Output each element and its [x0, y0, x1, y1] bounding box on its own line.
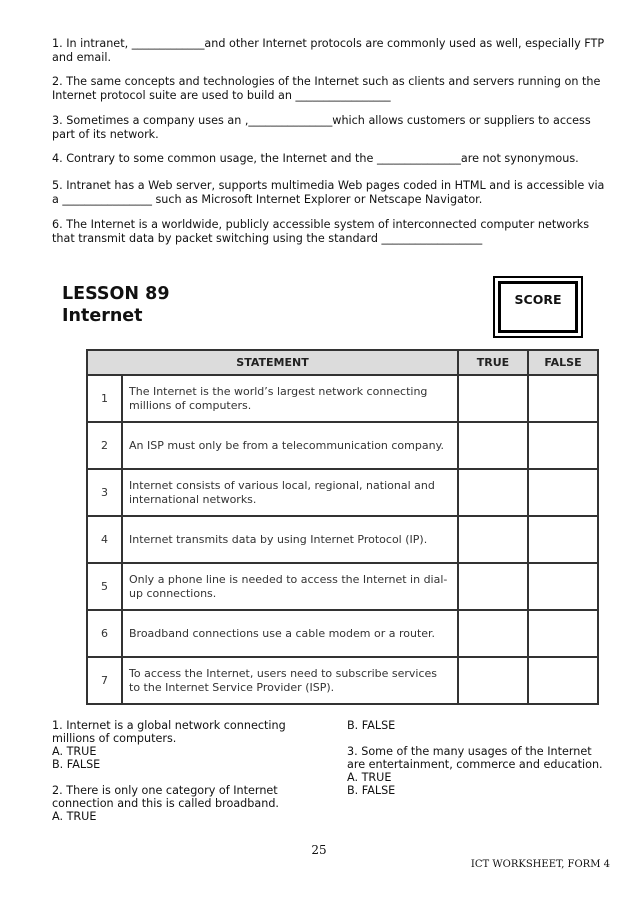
header-false: FALSE	[528, 350, 598, 375]
row-number: 6	[87, 610, 122, 657]
mcq-option: B. FALSE	[347, 719, 396, 732]
statement-text: Broadband connections use a cable modem or a router.	[122, 610, 458, 657]
mcq-option: A. TRUE	[52, 745, 97, 758]
row-number: 3	[87, 469, 122, 516]
true-answer-cell[interactable]	[458, 422, 528, 469]
score-label: SCORE	[498, 281, 578, 333]
row-number: 4	[87, 516, 122, 563]
true-false-table	[86, 349, 599, 705]
table-row	[87, 657, 598, 704]
false-answer-cell[interactable]	[528, 657, 598, 704]
statement-text: An ISP must only be from a telecommunication company.	[122, 422, 458, 469]
mcq-option: A. TRUE	[52, 810, 97, 823]
lesson-topic: Internet	[62, 306, 143, 326]
lesson-number: LESSON 89	[62, 284, 170, 304]
statement-text: To access the Internet, users need to subscribe services to the Internet Service Provider (ISP).	[122, 657, 458, 704]
false-answer-cell[interactable]	[528, 469, 598, 516]
row-number: 7	[87, 657, 122, 704]
fill-in-question-1: 1. In intranet, _____________and other Internet protocols are commonly used as well, especially FTP and email.	[52, 37, 605, 64]
statement-text: The Internet is the world’s largest network connecting millions of computers.	[122, 375, 458, 422]
mcq-line: connection and this is called broadband.	[52, 797, 279, 810]
true-answer-cell[interactable]	[458, 610, 528, 657]
mcq-option: A. TRUE	[347, 771, 392, 784]
fill-in-question-2: 2. The same concepts and technologies of the Internet such as clients and servers running on the Internet protocol suite are used to build an _________________	[52, 75, 601, 102]
fill-in-question-3: 3. Sometimes a company uses an ,_______________which allows customers or suppliers to access part of its network.	[52, 114, 591, 141]
false-answer-cell[interactable]	[528, 375, 598, 422]
true-answer-cell[interactable]	[458, 469, 528, 516]
score-box	[493, 276, 583, 338]
table-header-row	[87, 350, 598, 375]
mcq-option: B. FALSE	[347, 784, 396, 797]
mcq-option: B. FALSE	[52, 758, 101, 771]
table-row	[87, 516, 598, 563]
false-answer-cell[interactable]	[528, 563, 598, 610]
table-row	[87, 422, 598, 469]
row-number: 2	[87, 422, 122, 469]
mcq-line: 3. Some of the many usages of the Internet	[347, 745, 592, 758]
statement-text: Only a phone line is needed to access the Internet in dial-up connections.	[122, 563, 458, 610]
mcq-left-column	[52, 719, 322, 823]
footer-text: ICT WORKSHEET, FORM 4	[470, 859, 610, 870]
table-row	[87, 375, 598, 422]
mcq-line: 1. Internet is a global network connecting	[52, 719, 286, 732]
false-answer-cell[interactable]	[528, 516, 598, 563]
mcq-spacer	[52, 771, 322, 784]
page-number: 25	[311, 843, 327, 857]
fill-in-question-5: 5. Intranet has a Web server, supports multimedia Web pages coded in HTML and is accessible via a ________________ such as Microsoft Internet Explorer or Netscape Navigator.	[52, 179, 605, 206]
lesson-heading	[62, 283, 170, 327]
header-true: TRUE	[458, 350, 528, 375]
table-row	[87, 469, 598, 516]
false-answer-cell[interactable]	[528, 610, 598, 657]
row-number: 5	[87, 563, 122, 610]
table-row	[87, 563, 598, 610]
statement-text: Internet transmits data by using Internet Protocol (IP).	[122, 516, 458, 563]
fill-in-question-4: 4. Contrary to some common usage, the Internet and the _______________are not synonymous.	[52, 152, 579, 165]
header-statement: STATEMENT	[87, 350, 458, 375]
true-answer-cell[interactable]	[458, 563, 528, 610]
false-answer-cell[interactable]	[528, 422, 598, 469]
fill-in-question-6: 6. The Internet is a worldwide, publicly accessible system of interconnected computer networks that transmit data by packet switching using the standard __________________	[52, 218, 590, 245]
mcq-line: millions of computers.	[52, 732, 177, 745]
mcq-right-column	[347, 719, 617, 797]
table-row	[87, 610, 598, 657]
row-number: 1	[87, 375, 122, 422]
statement-text: Internet consists of various local, regional, national and international networks.	[122, 469, 458, 516]
true-answer-cell[interactable]	[458, 375, 528, 422]
true-answer-cell[interactable]	[458, 657, 528, 704]
mcq-line: 2. There is only one category of Internet	[52, 784, 278, 797]
true-answer-cell[interactable]	[458, 516, 528, 563]
mcq-line: are entertainment, commerce and education.	[347, 758, 603, 771]
mcq-spacer	[347, 732, 617, 745]
